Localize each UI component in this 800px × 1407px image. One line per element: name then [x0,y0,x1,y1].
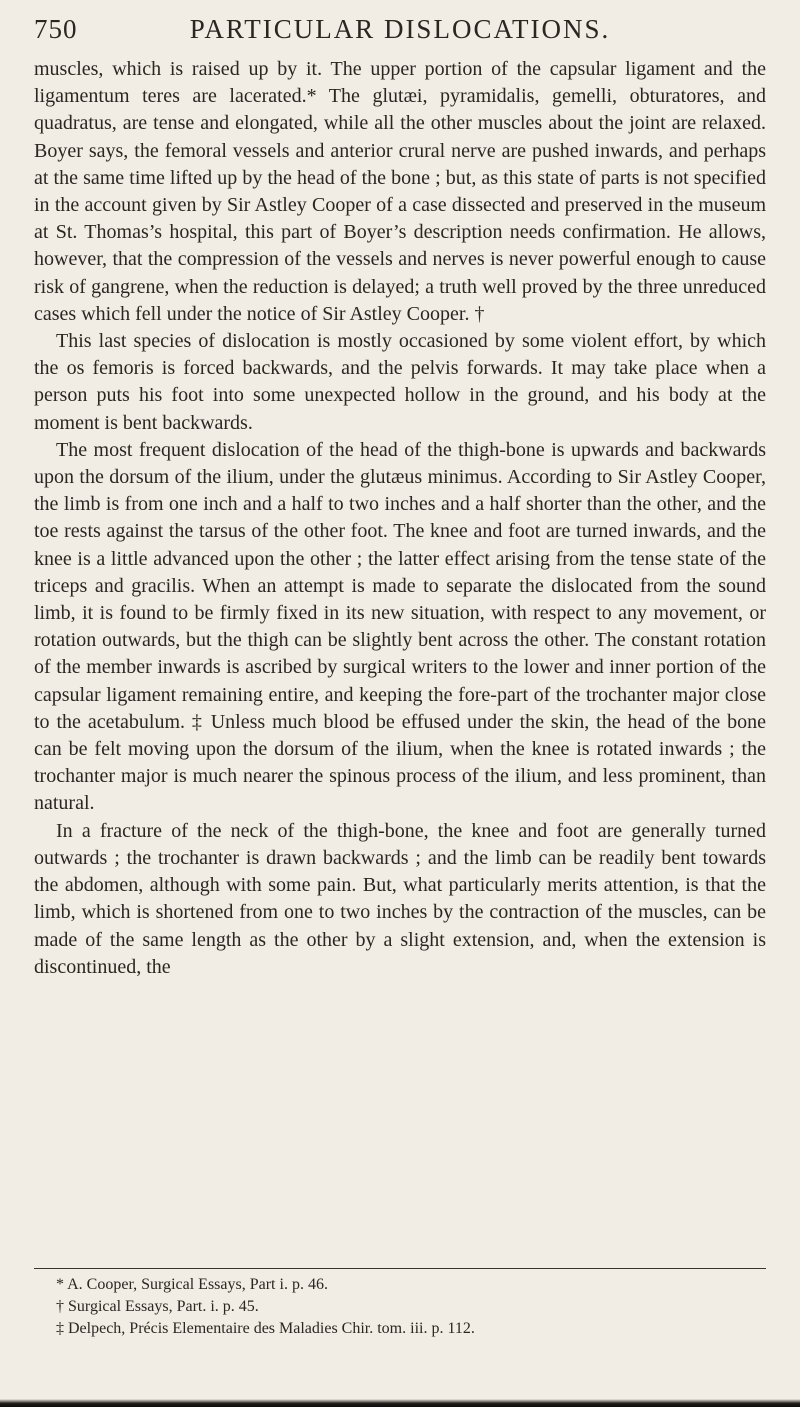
paragraph: In a fracture of the neck of the thigh-bone, the knee and foot are generally turned outwards ; the trochanter is drawn backwards ; and the limb can be readily bent towards the abdomen, although with some pain. But, what particularly merits attention, is that the limb, which is shortened from one to two inches by the contraction of the muscles, can be made of the same length as the other by a slight extension, and, when the extension is discontinued, the [34,819,766,978]
footnote: * A. Cooper, Surgical Essays, Part i. p. 46. [56,1276,328,1293]
page-edge-shadow [0,1399,800,1407]
running-head [34,14,766,50]
footnotes [34,1274,766,1340]
paragraph-continued: muscles, which is raised up by it. The upper portion of the capsular ligament and the ligamentum teres are lacerated.* The glutæi, pyramidalis, gemelli, obturatores, and quadratus, are tense and elongated, while all the other muscles about the joint are relaxed. Boyer says, the femoral vessels and anterior crural nerve are pushed inwards, and perhaps at the same time lifted up by the head of the bone ; but, as this state of parts is not specified in the account given by Sir Astley Cooper of a case dissected and preserved in the museum at St. Thomas’s hospital, this part of Boyer’s description needs confirmation. He allows, however, that the compression of the vessels and nerves is never powerful enough to cause risk of gangrene, when the reduction is delayed; a truth well proved by the three unreduced cases which fell under the notice of Sir Astley Cooper. † [34,58,766,325]
footnote: ‡ Delpech, Précis Elementaire des Maladies Chir. tom. iii. p. 112. [56,1320,475,1337]
footnote: † Surgical Essays, Part. i. p. 45. [56,1298,259,1315]
body-text [34,56,766,981]
page-number: 750 [34,14,78,44]
footnote-divider [34,1268,766,1269]
running-title: PARTICULAR DISLOCATIONS. [189,14,611,44]
paragraph: This last species of dislocation is mostly occasioned by some violent effort, by which the os femoris is forced backwards, and the pelvis forwards. It may take place when a person puts his foot into some unexpected hollow in the ground, and his body at the moment is bent backwards. [34,330,766,434]
paragraph: The most frequent dislocation of the head of the thigh-bone is upwards and backwards upon the dorsum of the ilium, under the glutæus minimus. According to Sir Astley Cooper, the limb is from one inch and a half to two inches and a half shorter than the other, and the toe rests against the tarsus of the other foot. The knee and foot are turned inwards, and the knee is a little advanced upon the other ; the latter effect arising from the tense state of the triceps and gracilis. When an attempt is made to separate the dislocated from the sound limb, it is found to be firmly fixed in its new situation, with respect to any movement, or rotation outwards, but the thigh can be slightly bent across the other. The constant rotation of the member inwards is ascribed by surgical writers to the lower and inner portion of the capsular ligament remaining entire, and keeping the fore-part of the trochanter major close to the acetabulum. ‡ Unless much blood be effused under the skin, the head of the bone can be felt moving upon the dorsum of the ilium, when the knee is rotated inwards ; the trochanter major is much nearer the spinous process of the ilium, and less prominent, than natural. [34,438,766,815]
